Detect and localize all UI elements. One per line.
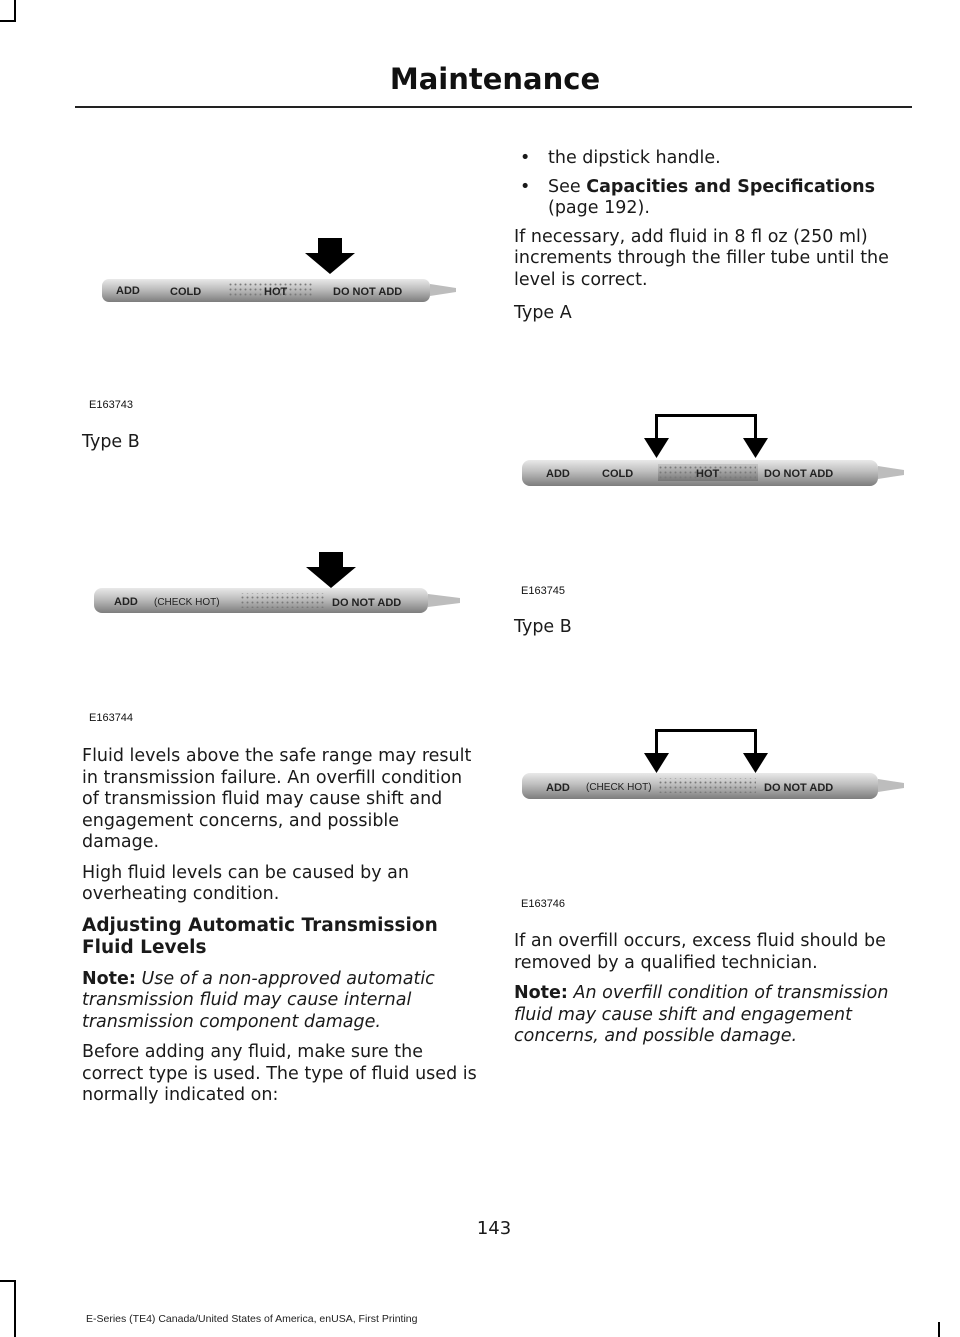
dipstick-label: DO NOT ADD	[764, 468, 834, 480]
cross-reference-link[interactable]: Capacities and Specifications	[586, 176, 876, 197]
dipstick-label: COLD	[602, 468, 634, 480]
dipstick-label: ADD	[116, 285, 140, 297]
dipstick-figure-e163743	[98, 232, 460, 312]
dipstick-label: COLD	[170, 286, 202, 298]
paragraph: If necessary, add fluid in 8 fl oz (250 ml) increments through the filler tube until the level is correct.	[514, 226, 889, 290]
figure-code: E163746	[521, 898, 566, 910]
right-column-text-bottom	[514, 931, 910, 1057]
note	[82, 969, 478, 1034]
page-number: 143	[476, 1218, 512, 1239]
footer-imprint: E-Series (TE4) Canada/United States of America, enUSA, First Printing	[86, 1313, 418, 1325]
list-item: • See Capacities and Specifications (page 192).	[520, 176, 876, 218]
note-lead: Note:	[82, 968, 136, 989]
header-rule	[75, 106, 912, 108]
page-title: Maintenance	[389, 62, 601, 96]
type-b-label-right: Type B	[514, 617, 572, 637]
paragraph: High fluid levels can be caused by an overheating condition.	[82, 862, 409, 904]
paragraph: If an overfill occurs, excess fluid should be removed by a qualified technician.	[514, 931, 886, 973]
paragraph: Before adding any fluid, make sure the correct type is used. The type of fluid used is normally indicated on:	[82, 1042, 477, 1105]
dipstick-figure-e163744	[90, 545, 470, 625]
left-column-text	[82, 746, 478, 1116]
type-a-label: Type A	[514, 303, 572, 323]
dipstick-figure-e163746	[518, 725, 908, 815]
note-text: Use of a non-approved automatic transmission fluid may cause internal transmission component damage.	[82, 968, 435, 1032]
crop-mark	[0, 1280, 16, 1282]
note	[514, 983, 910, 1048]
dipstick-label: DO NOT ADD	[333, 286, 403, 298]
section-heading: Adjusting Automatic Transmission Fluid Levels	[82, 914, 438, 958]
dipstick-label: DO NOT ADD	[764, 782, 834, 794]
paragraph: Fluid levels above the safe range may result in transmission failure. An overfill condition of transmission fluid may cause shift and engagement concerns, and possible damage.	[82, 746, 472, 852]
figure-code: E163744	[89, 712, 134, 724]
crop-mark	[938, 1322, 940, 1337]
list-item: • the dipstick handle.	[520, 148, 721, 168]
type-b-label-left: Type B	[82, 432, 140, 452]
dipstick-label: ADD	[114, 596, 138, 608]
dipstick-label: ADD	[546, 468, 570, 480]
right-column-text-top	[514, 148, 910, 300]
crop-mark	[14, 1280, 16, 1337]
crop-mark	[0, 20, 16, 22]
dipstick-figure-e163745	[518, 410, 908, 500]
crop-mark	[14, 0, 16, 22]
dipstick-label: DO NOT ADD	[332, 597, 402, 609]
dipstick-label: HOT	[696, 468, 720, 480]
note-text: An overfill condition of transmission fluid may cause shift and engagement concerns, and possible damage.	[514, 983, 889, 1046]
dipstick-label: ADD	[546, 782, 570, 794]
figure-code: E163745	[521, 585, 566, 597]
note-lead: Note:	[514, 983, 568, 1003]
figure-code: E163743	[89, 399, 134, 411]
dipstick-label: (CHECK HOT)	[586, 782, 652, 793]
dipstick-label: HOT	[264, 286, 288, 298]
dipstick-label: (CHECK HOT)	[154, 597, 220, 608]
